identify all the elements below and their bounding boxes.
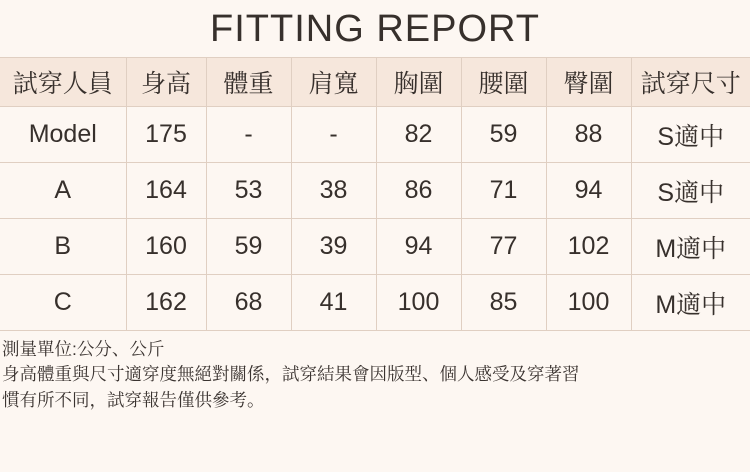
cell-person: C bbox=[0, 275, 126, 331]
measurement-notes bbox=[0, 331, 750, 413]
cell-person: B bbox=[0, 219, 126, 275]
cell-person: Model bbox=[0, 107, 126, 163]
cell-height: 162 bbox=[126, 275, 206, 331]
fitting-report-table bbox=[0, 57, 750, 331]
cell-waist: 59 bbox=[461, 107, 546, 163]
table-row bbox=[0, 275, 750, 331]
note-line-disclaimer-2: 慣有所不同，試穿報告僅供參考。 bbox=[2, 389, 265, 410]
cell-shoulder: 39 bbox=[291, 219, 376, 275]
cell-waist: 85 bbox=[461, 275, 546, 331]
column-header-weight: 體重 bbox=[206, 58, 291, 107]
table-row bbox=[0, 219, 750, 275]
cell-bust: 86 bbox=[376, 163, 461, 219]
cell-weight: 59 bbox=[206, 219, 291, 275]
column-header-person: 試穿人員 bbox=[0, 58, 126, 107]
cell-hip: 88 bbox=[546, 107, 631, 163]
cell-bust: 94 bbox=[376, 219, 461, 275]
cell-shoulder: 38 bbox=[291, 163, 376, 219]
cell-weight: 68 bbox=[206, 275, 291, 331]
cell-hip: 94 bbox=[546, 163, 631, 219]
table-row bbox=[0, 163, 750, 219]
cell-bust: 100 bbox=[376, 275, 461, 331]
cell-weight: - bbox=[206, 107, 291, 163]
table-header-row bbox=[0, 58, 750, 107]
column-header-height: 身高 bbox=[126, 58, 206, 107]
cell-shoulder: 41 bbox=[291, 275, 376, 331]
cell-shoulder: - bbox=[291, 107, 376, 163]
column-header-shoulder: 肩寬 bbox=[291, 58, 376, 107]
cell-size: M適中 bbox=[631, 219, 750, 275]
cell-bust: 82 bbox=[376, 107, 461, 163]
cell-height: 175 bbox=[126, 107, 206, 163]
column-header-waist: 腰圍 bbox=[461, 58, 546, 107]
cell-size: M適中 bbox=[631, 275, 750, 331]
column-header-bust: 胸圍 bbox=[376, 58, 461, 107]
table-header bbox=[0, 58, 750, 107]
cell-hip: 100 bbox=[546, 275, 631, 331]
cell-hip: 102 bbox=[546, 219, 631, 275]
column-header-hip: 臀圍 bbox=[546, 58, 631, 107]
table-body bbox=[0, 107, 750, 331]
cell-waist: 71 bbox=[461, 163, 546, 219]
table-row bbox=[0, 107, 750, 163]
cell-waist: 77 bbox=[461, 219, 546, 275]
note-line-disclaimer-1: 身高體重與尺寸適穿度無絕對關係，試穿結果會因版型、個人感受及穿著習 bbox=[2, 364, 580, 385]
cell-person: A bbox=[0, 163, 126, 219]
cell-size: S適中 bbox=[631, 107, 750, 163]
cell-weight: 53 bbox=[206, 163, 291, 219]
cell-height: 160 bbox=[126, 219, 206, 275]
cell-height: 164 bbox=[126, 163, 206, 219]
note-line-unit: 測量單位:公分、公斤 bbox=[2, 339, 165, 359]
cell-size: S適中 bbox=[631, 163, 750, 219]
page-title: FITTING REPORT bbox=[210, 8, 540, 50]
column-header-size: 試穿尺寸 bbox=[631, 58, 750, 107]
